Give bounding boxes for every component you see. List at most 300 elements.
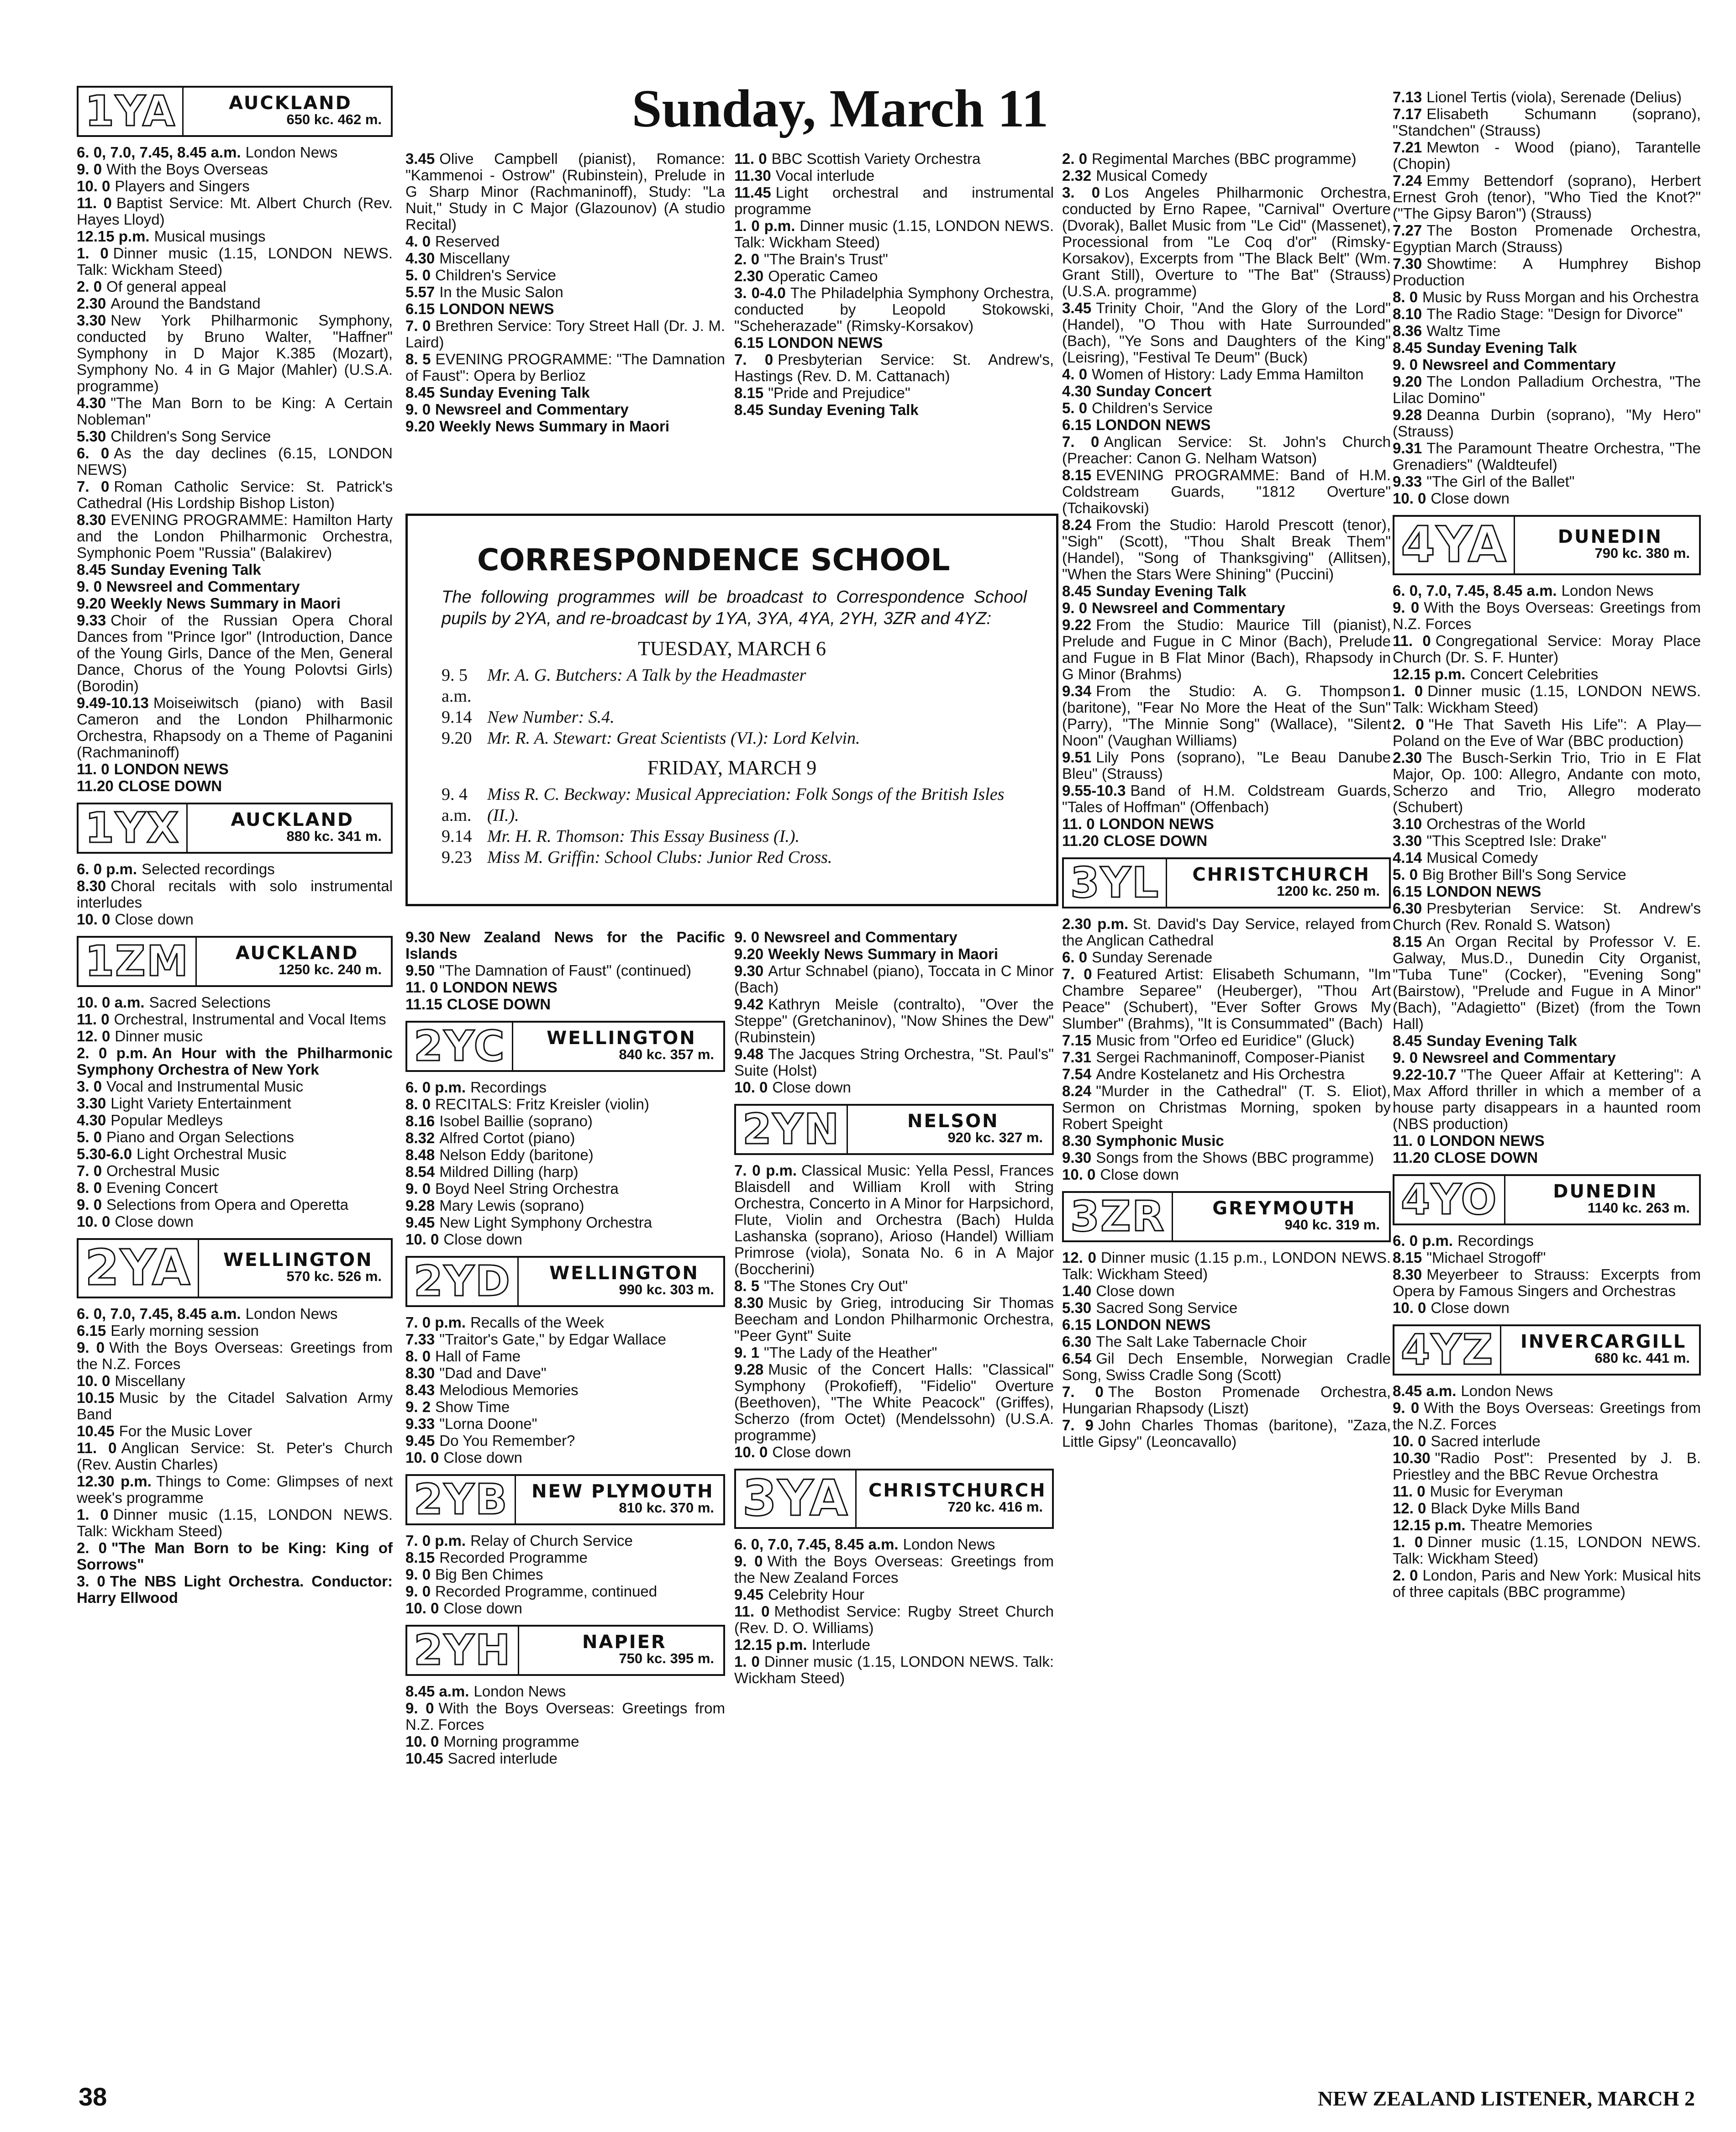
station-call-sign: 4YZ <box>1394 1326 1501 1374</box>
programme-time: 7. 0 <box>1062 433 1099 450</box>
programme-time: 8. 5 <box>405 351 431 368</box>
programme-text: The Boston Promenade Orchestra, Egyptian March (Strauss) <box>1393 222 1701 255</box>
programme-time: 10. 0 <box>405 1600 439 1617</box>
programme-text: Presbyterian Service: St. Andrew's Church (Rev. Ronald S. Watson) <box>1393 900 1701 933</box>
programme-text: Isobel Baillie (soprano) <box>439 1113 593 1129</box>
programme-text: Concert Celebrities <box>1470 666 1599 683</box>
programme-text: "The Man Born to be King: King of Sorrows" <box>77 1539 393 1573</box>
programme-text: Recordings <box>1457 1232 1534 1249</box>
programme-entry <box>1393 306 1701 322</box>
programme-entry <box>405 1733 725 1750</box>
programme-time: 8.45 <box>405 384 435 401</box>
programme-entry <box>405 1416 725 1432</box>
programme-text: The Philadelphia Symphony Orchestra, conducted by Leopold Stokowski, "Scheherazade" (Rimsky-Korsakov) <box>734 284 1054 334</box>
programme-time: 9. 0 <box>405 401 431 418</box>
programme-text: London News <box>1561 582 1654 599</box>
programme-time: 8.45 a.m. <box>405 1683 469 1700</box>
programme-time: 12. 0 <box>77 1028 110 1045</box>
programme-time: 8.45 <box>77 561 106 578</box>
programme-entry <box>1393 1300 1701 1316</box>
programme-time: 12. 0 <box>1062 1249 1096 1266</box>
programme-time: 10. 0 <box>734 1079 768 1096</box>
programme-time: 9.51 <box>1062 749 1092 766</box>
programme-text: CLOSE DOWN <box>1434 1149 1538 1166</box>
programme-entry <box>734 1162 1054 1277</box>
programme-entry <box>405 1449 725 1466</box>
programme-time: 8. 5 <box>734 1277 760 1294</box>
programme-entry <box>405 384 725 401</box>
programme-text: London News <box>903 1536 995 1553</box>
programme-time: 7. 0 p.m. <box>405 1314 466 1331</box>
programme-time: 6.15 <box>77 1322 106 1339</box>
correspondence-item <box>419 847 1045 868</box>
programme-entry <box>734 946 1054 962</box>
programme-text: Sunday Evening Talk <box>768 401 919 418</box>
programme-time: 10. 0 <box>405 1733 439 1750</box>
programme-text: EVENING PROGRAMME: Hamilton Harty and the London Philharmonic Orchestra, Symphonic Poem "Russia" (Balakirev) <box>77 511 393 561</box>
station-city: CHRISTCHURCH <box>868 1480 1047 1501</box>
correspondence-school-title: CORRESPONDENCE SCHOOL <box>477 542 950 578</box>
correspondence-time: 9.14 <box>442 827 472 846</box>
programme-text: Sunday Evening Talk <box>110 561 261 578</box>
programme-entry <box>1062 400 1391 416</box>
programme-entry <box>405 301 725 317</box>
programme-entry <box>77 861 393 877</box>
programme-text: The NBS Light Orchestra. Conductor: Harry Ellwood <box>77 1573 393 1606</box>
programme-entry <box>734 402 1054 418</box>
programme-text: From the Studio: Maurice Till (pianist), Prelude and Fugue in C Minor (Bach), Prelude and Fugue in B Flat Minor (Bach), Rhapsody in G Minor (Brahms) <box>1062 616 1391 683</box>
programme-entry <box>1062 1250 1391 1282</box>
programme-time: 6.15 <box>1393 883 1422 900</box>
station-city: AUCKLAND <box>235 943 359 964</box>
station-info <box>197 938 391 985</box>
programme-text: Orchestral Music <box>106 1162 220 1179</box>
programme-time: 9. 0 <box>405 1700 434 1717</box>
programme-time: 9. 0 <box>1393 1399 1420 1416</box>
programme-time: 7. 0 p.m. <box>405 1532 466 1549</box>
programme-entry <box>1393 599 1701 632</box>
station-info <box>1173 1193 1389 1240</box>
programme-text: Sunday Evening Talk <box>439 384 590 401</box>
programme-entry <box>77 1540 393 1573</box>
programme-entry <box>77 228 393 245</box>
programme-entry <box>405 1348 725 1365</box>
station-call-sign: 2YH <box>407 1627 519 1674</box>
programme-time: 7.27 <box>1393 222 1422 239</box>
programme-entry <box>734 184 1054 217</box>
programme-time: 12.30 p.m. <box>77 1473 152 1490</box>
programme-text: Weekly News Summary in Maori <box>439 418 669 435</box>
programme-text: Theatre Memories <box>1470 1517 1593 1533</box>
station-call-sign: 2YN <box>736 1106 848 1153</box>
programme-time: 2.30 <box>1393 749 1422 766</box>
programme-text: Weekly News Summary in Maori <box>768 945 998 962</box>
station-call-sign: 4YA <box>1394 517 1515 573</box>
programme-text: With the Boys Overseas: Greetings from the New Zealand Forces <box>734 1553 1054 1586</box>
programme-text: Kathryn Meisle (contralto), "Over the Steppe" (Gretchaninov), "Now Shines the Dew" (Rubinstein) <box>734 996 1054 1045</box>
programme-entry <box>77 512 393 561</box>
programme-time: 8. 0 <box>405 1096 431 1113</box>
programme-time: 5.57 <box>405 284 435 300</box>
station-header <box>405 1021 725 1072</box>
programme-time: 8.45 <box>1393 339 1422 356</box>
programme-text: Piano and Organ Selections <box>106 1129 294 1145</box>
programme-entry <box>77 428 393 445</box>
programme-time: 11.45 <box>734 184 771 201</box>
programme-text: Vocal and Instrumental Music <box>106 1078 304 1095</box>
programme-entry <box>1393 1250 1701 1266</box>
programme-entry <box>77 878 393 911</box>
programme-entry <box>1393 683 1701 716</box>
programme-entry <box>1062 383 1391 399</box>
programme-entry <box>77 562 393 578</box>
station-city: GREYMOUTH <box>1212 1198 1356 1219</box>
programme-entry <box>77 1573 393 1606</box>
programme-time: 2. 0 <box>734 251 760 268</box>
programme-entry <box>734 1361 1054 1444</box>
programme-entry <box>734 929 1054 945</box>
programme-time: 8.15 <box>1062 467 1092 483</box>
station-city: DUNEDIN <box>1557 526 1662 547</box>
programme-time: 6. 0 p.m. <box>1393 1232 1453 1249</box>
programme-entry <box>1062 966 1391 1032</box>
programme-entry <box>1393 373 1701 406</box>
programme-entry <box>1062 184 1391 299</box>
station-city: AUCKLAND <box>229 93 352 114</box>
programme-entry <box>1393 866 1701 883</box>
programme-time: 7. 0 <box>405 317 431 334</box>
programme-time: 6. 0 p.m. <box>405 1079 466 1096</box>
programme-text: Sacred interlude <box>1431 1433 1541 1449</box>
station-city: WELLINGTON <box>223 1250 373 1271</box>
programme-time: 7.54 <box>1062 1066 1092 1082</box>
station-info <box>1501 1326 1699 1374</box>
programme-time: 7. 0 <box>1062 966 1092 982</box>
programme-time: 8.32 <box>405 1129 435 1146</box>
programme-entry <box>1062 1300 1391 1316</box>
programme-entry <box>405 1164 725 1180</box>
programme-time: 1. 0 <box>1393 683 1423 699</box>
programme-time: 6. 0 <box>77 445 110 462</box>
programme-entry <box>1393 583 1701 599</box>
programme-time: 11. 0 <box>734 1603 770 1620</box>
programme-entry <box>77 1146 393 1162</box>
programme-text: Choral recitals with solo instrumental interludes <box>77 877 393 911</box>
programme-entry <box>405 1181 725 1197</box>
programme-entry <box>734 996 1054 1045</box>
programme-time: 12.15 p.m. <box>77 228 150 245</box>
programme-entry <box>405 1583 725 1600</box>
programme-entry <box>405 1079 725 1096</box>
programme-time: 9.20 <box>77 595 106 612</box>
programme-text: Orchestras of the World <box>1426 815 1586 832</box>
programme-time: 11.20 <box>1393 1149 1430 1166</box>
programme-time: 9.33 <box>405 1415 435 1432</box>
programme-text: Weekly News Summary in Maori <box>110 595 341 612</box>
programme-text: Deanna Durbin (soprano), "My Hero" (Strauss) <box>1393 406 1701 440</box>
programme-time: 9. 0 <box>1062 599 1088 616</box>
programme-text: New York Philharmonic Symphony, conducted by Bruno Walter, "Haffner" Symphony in D Major K.385 (Mozart), Symphony No. 4 in G Major (Mahler) (U.S.A. programme) <box>77 312 393 394</box>
programme-text: Elisabeth Schumann (soprano), "Standchen" (Strauss) <box>1393 105 1701 139</box>
programme-time: 11. 0 <box>405 979 438 996</box>
programme-time: 8. 0 <box>77 1179 102 1196</box>
column-4 <box>1062 151 1391 1450</box>
station-frequency: 1140 kc. 263 m. <box>1587 1200 1690 1216</box>
programme-entry <box>77 395 393 428</box>
programme-time: 8.30 <box>1062 1132 1092 1149</box>
programme-time: 11.30 <box>734 167 771 184</box>
programme-text: Miscellany <box>439 250 510 267</box>
programme-entry <box>405 1700 725 1733</box>
correspondence-text: Miss R. C. Beckway: Musical Appreciation: Folk Songs of the British Isles (II.). <box>487 785 1005 825</box>
programme-text: Reserved <box>435 233 500 250</box>
programme-text: Moiseiwitsch (piano) with Basil Cameron and the London Philharmonic Orchestra, Rhapsody on a Theme of Paganini (Rachmaninoff) <box>77 694 393 761</box>
programme-entry <box>77 144 393 161</box>
programme-time: 1. 0 <box>734 1653 760 1670</box>
programme-entry <box>405 284 725 300</box>
programme-text: LONDON NEWS <box>1096 416 1211 433</box>
programme-text: Newsreel and Commentary <box>435 401 629 418</box>
programme-text: EVENING PROGRAMME: "The Damnation of Faust": Opera by Berlioz <box>405 351 725 384</box>
programme-text: The Radio Stage: "Design for Divorce" <box>1426 305 1683 322</box>
programme-text: From the Studio: A. G. Thompson (baritone), "Fear No More the Heat of the Sun" (Parry), "The Minnie Song" (Wallace), "Silent Noon" (Vaughan Williams) <box>1062 683 1391 749</box>
programme-entry <box>1393 1534 1701 1567</box>
programme-text: Dinner music (1.15, LONDON NEWS. Talk: Wickham Steed) <box>1393 683 1701 716</box>
programme-entry <box>734 1444 1054 1460</box>
station-frequency: 750 kc. 395 m. <box>619 1650 714 1666</box>
programme-text: Symphonic Music <box>1096 1132 1224 1149</box>
station-header <box>1393 1174 1701 1225</box>
programme-entry <box>405 1433 725 1449</box>
programme-time: 6.15 <box>734 334 764 351</box>
station-city: DUNEDIN <box>1553 1181 1658 1202</box>
station-call-sign: 3YL <box>1064 859 1167 907</box>
programme-text: EVENING PROGRAMME: Band of H.M. Coldstream Guards, "1812 Overture" (Tchaikovski) <box>1062 467 1391 516</box>
correspondence-text: New Number: S.4. <box>487 708 615 727</box>
programme-entry <box>1062 749 1391 782</box>
programme-text: The Boston Promenade Orchestra, Hungarian Rhapsody (Liszt) <box>1062 1383 1391 1417</box>
programme-time: 10. 0 <box>1393 1299 1426 1316</box>
column-1 <box>77 78 393 1607</box>
programme-text: Dinner music (1.15, LONDON NEWS. Talk: Wickham Steed) <box>77 245 393 278</box>
programme-text: Andre Kostelanetz and His Orchestra <box>1096 1066 1345 1082</box>
programme-text: "The Stones Cry Out" <box>764 1277 908 1294</box>
programme-time: 5. 0 <box>1062 399 1088 416</box>
programme-time: 10.15 <box>77 1389 115 1406</box>
programme-text: St. David's Day Service, relayed from the Anglican Cathedral <box>1062 915 1391 949</box>
programme-text: Selections from Opera and Operetta <box>106 1196 349 1213</box>
programme-entry <box>1062 300 1391 366</box>
station-header <box>1393 515 1701 575</box>
programme-time: 3.10 <box>1393 815 1422 832</box>
programme-entry <box>1393 222 1701 255</box>
programme-entry <box>1062 949 1391 966</box>
programme-text: Anglican Service: St. John's Church (Preacher: Canon G. Nelham Watson) <box>1062 433 1391 467</box>
programme-entry <box>405 996 725 1013</box>
programme-time: 8.30 <box>734 1294 764 1311</box>
programme-text: As the day declines (6.15, LONDON NEWS) <box>77 445 393 478</box>
programme-entry <box>1062 1133 1391 1149</box>
programme-time: 10. 0 <box>405 1231 439 1248</box>
programme-time: 9. 0 <box>77 578 102 595</box>
station-frequency: 840 kc. 357 m. <box>619 1046 714 1062</box>
programme-text: Anglican Service: St. Peter's Church (Rev. Austin Charles) <box>77 1439 393 1473</box>
programme-time: 3. 0 <box>77 1078 102 1095</box>
programme-entry <box>734 168 1054 184</box>
programme-entry <box>734 1295 1054 1344</box>
programme-entry <box>405 1382 725 1398</box>
programme-text: Big Ben Chimes <box>435 1566 543 1583</box>
programme-text: Close down <box>115 1213 194 1230</box>
programme-time: 11. 0 <box>1393 1132 1426 1149</box>
programme-entry <box>1393 1233 1701 1249</box>
programme-entry <box>734 1654 1054 1686</box>
programme-entry <box>1062 151 1391 167</box>
programme-entry <box>734 1079 1054 1096</box>
programme-text: Classical Music: Yella Pessl, Frances Blaisdell and William Kroll with String Orchestra, Concerto in A Minor for Harpsichord, Flute, Violin and Orchestra (Bach) Hulda Lashanska (soprano), Arioso (Handel) William Primrose (viola), Sonata No. 6 in A Major (Boccherini) <box>734 1162 1054 1277</box>
programme-text: Children's Song Service <box>110 428 271 445</box>
programme-entry <box>1393 340 1701 356</box>
correspondence-text: Miss M. Griffin: School Clubs: Junior Red Cross. <box>487 848 832 867</box>
programme-text: "The Brain's Trust" <box>764 251 888 268</box>
programme-time: 9.30 <box>734 962 764 979</box>
programme-entry <box>1393 357 1701 373</box>
programme-time: 9.30 <box>1062 1149 1092 1166</box>
programme-text: Baptist Service: Mt. Albert Church (Rev. Hayes Lloyd) <box>77 194 393 228</box>
station-info <box>199 1240 391 1297</box>
programme-text: From the Studio: Harold Prescott (tenor), "Sigh" (Scott), "Thou Shalt Break Them" (Handel), "Song of Thanksgiving" (Allitsen), "When the Stars Were Shining" (Puccini) <box>1062 516 1391 583</box>
programme-text: Children's Service <box>435 267 556 284</box>
programme-entry <box>405 1314 725 1331</box>
programme-text: Presbyterian Service: St. Andrew's, Hastings (Rev. D. M. Cattanach) <box>734 351 1054 384</box>
programme-entry <box>1062 1334 1391 1350</box>
programme-text: LONDON NEWS <box>768 334 883 351</box>
programme-time: 4.30 <box>405 250 435 267</box>
programme-text: London News <box>473 1683 566 1700</box>
programme-time: 5. 0 <box>405 267 431 284</box>
programme-time: 9.33 <box>1393 473 1422 490</box>
programme-text: BBC Scottish Variety Orchestra <box>771 150 981 167</box>
programme-entry <box>1062 617 1391 683</box>
programme-entry <box>1062 1317 1391 1333</box>
programme-time: 11. 0 <box>1393 1483 1426 1500</box>
programme-entry <box>77 295 393 312</box>
correspondence-school-intro: The following programmes will be broadcast to Correspondence School pupils by 2YA, and re-broadcast by 1YA, 3YA, 4YA, 2YH, 3ZR and 4YZ: <box>442 588 1027 628</box>
programme-text: John Charles Thomas (baritone), "Zaza, Little Gipsy" (Leoncavallo) <box>1062 1417 1391 1450</box>
programme-text: Sunday Serenade <box>1092 949 1213 966</box>
programme-time: 7.24 <box>1393 172 1422 189</box>
correspondence-time: 9.23 <box>442 848 472 867</box>
station-header <box>734 1469 1054 1529</box>
programme-text: Close down <box>1100 1166 1179 1183</box>
programme-entry <box>405 151 725 233</box>
programme-entry <box>405 401 725 418</box>
correspondence-time: 9. 5 a.m. <box>442 666 472 706</box>
programme-text: An Hour with the Philharmonic Symphony Orchestra of New York <box>77 1045 393 1078</box>
programme-entry <box>77 1028 393 1045</box>
programme-text: Musical Comedy <box>1096 167 1208 184</box>
programme-entry <box>1393 1517 1701 1533</box>
programme-time: 2.30 <box>77 295 106 312</box>
station-city: INVERCARGILL <box>1520 1331 1687 1352</box>
programme-entry <box>734 268 1054 284</box>
programme-text: "Pride and Prejudice" <box>768 384 910 401</box>
programme-time: 9.42 <box>734 996 764 1013</box>
programme-time: 7.17 <box>1393 105 1422 122</box>
programme-time: 5. 0 <box>1393 866 1418 883</box>
correspondence-school-box <box>405 514 1058 906</box>
programme-entry <box>77 1323 393 1339</box>
correspondence-item <box>419 784 1045 826</box>
programme-time: 9.28 <box>1393 406 1422 423</box>
programme-time: 9.50 <box>405 962 435 979</box>
programme-entry <box>1393 1033 1701 1049</box>
programme-text: Selected recordings <box>142 861 275 877</box>
station-info <box>1505 1176 1699 1224</box>
programme-entry <box>77 761 393 777</box>
column-3-lower <box>734 929 1054 1687</box>
station-city: NAPIER <box>582 1632 667 1653</box>
programme-time: 6. 0, 7.0, 7.45, 8.45 a.m. <box>77 144 241 161</box>
station-info <box>513 1023 723 1070</box>
programme-time: 4.14 <box>1393 849 1422 866</box>
programme-text: Mildred Dilling (harp) <box>439 1163 579 1180</box>
programme-text: Women of History: Lady Emma Hamilton <box>1092 366 1364 383</box>
programme-text: An Organ Recital by Professor V. E. Galway, Mus.D., Dunedin City Organist, "Tuba Tune" (Cocker), "Evening Song" (Bairstow), "Prelude and Fugue in A Minor" (Bach), "Adagietto" (Bizet) (from the Town Hall) <box>1393 933 1701 1032</box>
programme-time: 2. 0 <box>77 1539 107 1556</box>
station-call-sign: 4YO <box>1394 1176 1505 1224</box>
programme-time: 6.30 <box>1062 1333 1092 1350</box>
programme-entry <box>1062 417 1391 433</box>
programme-entry <box>1062 1150 1391 1166</box>
correspondence-text: Mr. A. G. Butchers: A Talk by the Headmaster <box>487 666 806 685</box>
station-frequency: 650 kc. 462 m. <box>286 111 382 127</box>
programme-text: Recorded Programme, continued <box>435 1583 658 1600</box>
programme-entry <box>405 1147 725 1163</box>
programme-entry <box>734 1637 1054 1653</box>
programme-entry <box>1393 139 1701 172</box>
programme-text: CLOSE DOWN <box>118 777 222 794</box>
programme-text: Boyd Neel String Orchestra <box>435 1180 619 1197</box>
programme-text: RECITALS: Fritz Kreisler (violin) <box>435 1096 649 1113</box>
programme-time: 11. 0 <box>1393 632 1431 649</box>
programme-text: Close down <box>772 1444 851 1460</box>
programme-text: "Lorna Doone" <box>439 1415 537 1432</box>
programme-text: New Zealand News for the Pacific Islands <box>405 929 725 962</box>
station-call-sign: 3ZR <box>1064 1193 1173 1240</box>
programme-entry <box>77 1078 393 1095</box>
station-info <box>1167 859 1389 907</box>
programme-entry <box>1062 1083 1391 1132</box>
programme-time: 1. 0 <box>1393 1533 1423 1550</box>
programme-text: Nelson Eddy (baritone) <box>439 1146 594 1163</box>
column-2-lower <box>405 929 725 1767</box>
programme-time: 2. 0 <box>1393 1567 1418 1584</box>
programme-time: 2.30 p.m. <box>1062 915 1129 932</box>
programme-time: 8.15 <box>1393 1249 1422 1266</box>
programme-time: 10. 0 <box>77 178 110 194</box>
programme-text: Musical musings <box>154 228 266 245</box>
programme-time: 10. 0 <box>405 1449 439 1466</box>
programme-text: Music for Everyman <box>1430 1483 1563 1500</box>
programme-time: 2. 0 <box>77 278 102 295</box>
station-frequency: 880 kc. 341 m. <box>286 828 382 844</box>
programme-time: 8.24 <box>1062 516 1092 533</box>
programme-time: 10. 0 <box>1393 1433 1426 1449</box>
programme-time: 7. 0 <box>77 478 110 495</box>
programme-text: Sergei Rachmaninoff, Composer-Pianist <box>1096 1049 1365 1066</box>
programme-text: Sunday Evening Talk <box>1426 339 1577 356</box>
